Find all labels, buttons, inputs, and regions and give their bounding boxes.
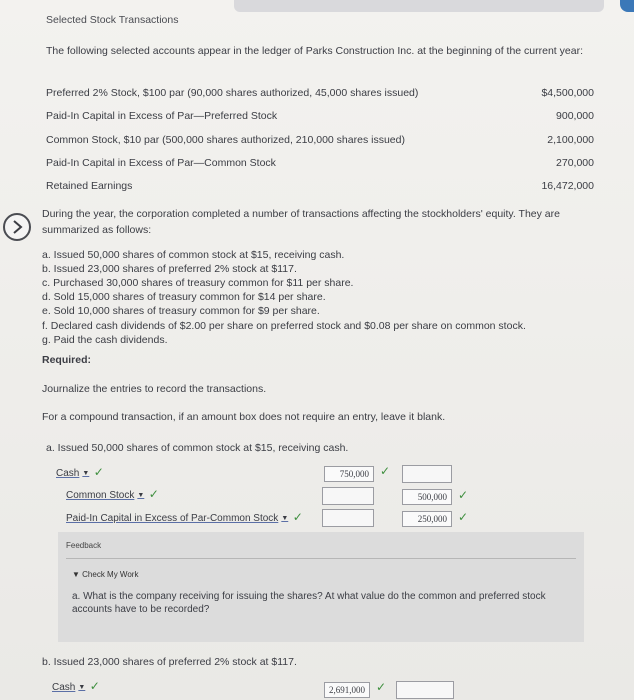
page-title: Selected Stock Transactions bbox=[46, 14, 179, 26]
transaction-item: e. Sold 10,000 shares of treasury common for $9 per share. bbox=[42, 305, 320, 317]
transaction-item: d. Sold 15,000 shares of treasury common for $14 per share. bbox=[42, 291, 326, 303]
dropdown-arrow-icon: ▼ bbox=[281, 515, 289, 522]
check-icon: ✓ bbox=[292, 510, 303, 524]
during-text-2: summarized as follows: bbox=[42, 224, 152, 236]
account-amount: 900,000 bbox=[556, 110, 594, 122]
credit-amount-input[interactable] bbox=[396, 681, 454, 699]
expand-panel-button[interactable] bbox=[3, 213, 31, 241]
transaction-item: c. Purchased 30,000 shares of treasury common for $11 per share. bbox=[42, 277, 354, 289]
feedback-panel bbox=[58, 532, 584, 642]
credit-amount-input[interactable]: 250,000 bbox=[402, 511, 452, 527]
entry-a-row-3 bbox=[66, 508, 303, 526]
corner-button[interactable] bbox=[620, 0, 634, 12]
check-icon: ✓ bbox=[89, 679, 100, 693]
entry-a-heading: a. Issued 50,000 shares of common stock at $15, receiving cash. bbox=[46, 442, 349, 454]
account-name: Paid-In Capital in Excess of Par—Preferred Stock bbox=[46, 110, 278, 122]
check-icon: ✓ bbox=[458, 510, 469, 524]
debit-amount-input[interactable]: 2,691,000 bbox=[324, 682, 370, 698]
instruction-text-2: For a compound transaction, if an amount box does not require an entry, leave it blank. bbox=[42, 411, 446, 423]
account-amount: 2,100,000 bbox=[547, 134, 594, 146]
transaction-item: a. Issued 50,000 shares of common stock at $15, receiving cash. bbox=[42, 249, 345, 261]
credit-amount-input[interactable] bbox=[402, 465, 452, 483]
top-bar bbox=[234, 0, 604, 12]
check-icon: ✓ bbox=[376, 680, 387, 694]
entry-a-row-1 bbox=[56, 463, 104, 481]
account-name: Common Stock, $10 par (500,000 shares authorized, 210,000 shares issued) bbox=[46, 134, 405, 146]
during-text: During the year, the corporation completed a number of transactions affecting the stockholders' equity. They are bbox=[42, 208, 560, 220]
credit-amount-input[interactable]: 500,000 bbox=[402, 489, 452, 505]
account-name: Preferred 2% Stock, $100 par (90,000 shares authorized, 45,000 shares issued) bbox=[46, 87, 419, 99]
instruction-text: Journalize the entries to record the transactions. bbox=[42, 383, 267, 395]
account-name: Paid-In Capital in Excess of Par—Common Stock bbox=[46, 157, 276, 169]
account-dropdown-value: Common Stock bbox=[66, 490, 135, 501]
dropdown-arrow-icon: ▼ bbox=[137, 492, 145, 499]
transaction-item: g. Paid the cash dividends. bbox=[42, 334, 168, 346]
account-dropdown[interactable] bbox=[56, 468, 89, 479]
transaction-item: f. Declared cash dividends of $2.00 per share on preferred stock and $0.08 per share on common stock. bbox=[42, 320, 526, 332]
dropdown-arrow-icon: ▼ bbox=[78, 684, 86, 691]
feedback-question: a. What is the company receiving for issuing the shares? At what value do the common and preferred stock accounts have to be recorded? bbox=[72, 591, 546, 615]
dropdown-arrow-icon: ▼ bbox=[82, 470, 90, 477]
divider bbox=[66, 558, 576, 559]
account-dropdown[interactable] bbox=[66, 513, 288, 524]
feedback-label: Feedback bbox=[66, 541, 102, 550]
check-my-work-toggle[interactable]: ▼ Check My Work bbox=[72, 570, 139, 579]
check-icon: ✓ bbox=[458, 488, 469, 502]
account-amount: $4,500,000 bbox=[541, 87, 594, 99]
intro-text: The following selected accounts appear in the ledger of Parks Construction Inc. at the beginning of the current year: bbox=[46, 45, 583, 57]
check-icon: ✓ bbox=[148, 487, 159, 501]
account-amount: 16,472,000 bbox=[541, 180, 594, 192]
debit-amount-input[interactable]: 750,000 bbox=[324, 466, 374, 482]
account-dropdown-value: Cash bbox=[52, 682, 76, 693]
transaction-item: b. Issued 23,000 shares of preferred 2% stock at $117. bbox=[42, 263, 297, 275]
account-dropdown[interactable] bbox=[66, 490, 144, 501]
account-dropdown-value: Paid-In Capital in Excess of Par-Common Stock bbox=[66, 513, 279, 524]
debit-amount-input[interactable] bbox=[322, 487, 374, 505]
account-dropdown-value: Cash bbox=[56, 468, 80, 479]
entry-a-row-2 bbox=[66, 485, 159, 503]
required-heading: Required: bbox=[42, 354, 92, 366]
entry-b-heading: b. Issued 23,000 shares of preferred 2% stock at $117. bbox=[42, 656, 297, 668]
account-name: Retained Earnings bbox=[46, 180, 133, 192]
chevron-right-icon bbox=[11, 220, 23, 234]
check-icon: ✓ bbox=[380, 464, 391, 478]
check-icon: ✓ bbox=[93, 465, 104, 479]
account-amount: 270,000 bbox=[556, 157, 594, 169]
entry-b-row-1 bbox=[52, 677, 100, 695]
account-dropdown[interactable] bbox=[52, 682, 85, 693]
debit-amount-input[interactable] bbox=[322, 509, 374, 527]
